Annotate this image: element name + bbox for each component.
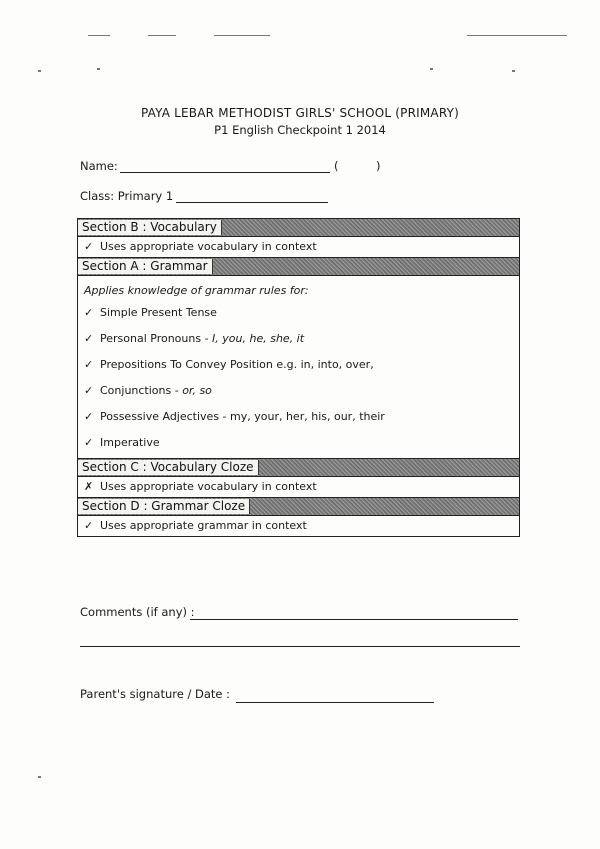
list-item: ✓ Simple Present Tense	[84, 300, 519, 326]
scan-noise	[214, 35, 270, 36]
comments-label: Comments (if any) :	[80, 605, 195, 619]
section-b-item	[78, 237, 519, 258]
section-b-item-text: Uses appropriate vocabulary in context	[100, 240, 317, 253]
scan-noise	[148, 35, 176, 36]
scan-noise	[38, 776, 41, 778]
section-b-header	[78, 219, 519, 237]
section-c-header	[78, 459, 519, 477]
checkmark-icon: ✓	[84, 519, 94, 532]
scan-noise	[38, 70, 41, 72]
signature-label: Parent's signature / Date :	[80, 687, 230, 701]
list-item: ✓ Prepositions To Convey Position e.g. in, into, over,	[84, 352, 519, 378]
checkmark-icon: ✓	[84, 436, 94, 449]
class-line[interactable]	[176, 202, 328, 203]
checkmark-icon: ✓	[84, 240, 94, 253]
scan-noise	[88, 35, 110, 36]
section-c-item	[78, 477, 519, 498]
list-item: ✓ Personal Pronouns - I, you, he, she, it	[84, 326, 519, 352]
scan-noise	[430, 68, 433, 70]
scan-noise	[512, 70, 515, 72]
section-d-item	[78, 516, 519, 536]
list-item: ✓ Imperative	[84, 430, 519, 456]
section-a-title: Section A : Grammar	[78, 259, 213, 274]
comments-line-1[interactable]	[190, 619, 518, 620]
cross-mark-icon: ✗	[84, 480, 94, 493]
section-c-title: Section C : Vocabulary Cloze	[78, 460, 259, 475]
checkmark-icon: ✓	[84, 332, 94, 345]
section-d-item-text: Uses appropriate grammar in context	[100, 519, 307, 532]
list-item: ✓ Possessive Adjectives - my, your, her, his, our, their	[84, 404, 519, 430]
checkpoint-title: P1 English Checkpoint 1 2014	[214, 123, 386, 137]
signature-line[interactable]	[236, 702, 434, 703]
school-name: PAYA LEBAR METHODIST GIRLS' SCHOOL (PRIMARY)	[140, 106, 460, 120]
name-label: Name:	[80, 159, 118, 173]
section-a-header	[78, 258, 519, 276]
section-a-intro: Applies knowledge of grammar rules for:	[84, 284, 309, 297]
section-b-title: Section B : Vocabulary	[78, 220, 222, 235]
scan-noise	[467, 35, 567, 36]
checkmark-icon: ✓	[84, 410, 94, 423]
section-d-header	[78, 498, 519, 516]
scan-noise	[97, 68, 100, 70]
name-paren-close: )	[376, 159, 381, 173]
section-a-body	[78, 276, 519, 459]
section-c-item-text: Uses appropriate vocabulary in context	[100, 480, 317, 493]
name-line[interactable]	[120, 172, 330, 173]
class-label: Class: Primary 1	[80, 189, 174, 203]
list-item: ✓ Conjunctions - or, so	[84, 378, 519, 404]
document-header	[0, 106, 600, 137]
checkmark-icon: ✓	[84, 384, 94, 397]
assessment-table	[77, 218, 520, 537]
checkmark-icon: ✓	[84, 306, 94, 319]
comments-line-2[interactable]	[80, 646, 520, 647]
name-paren-open: (	[334, 159, 339, 173]
checkmark-icon: ✓	[84, 358, 94, 371]
section-d-title: Section D : Grammar Cloze	[78, 499, 250, 514]
